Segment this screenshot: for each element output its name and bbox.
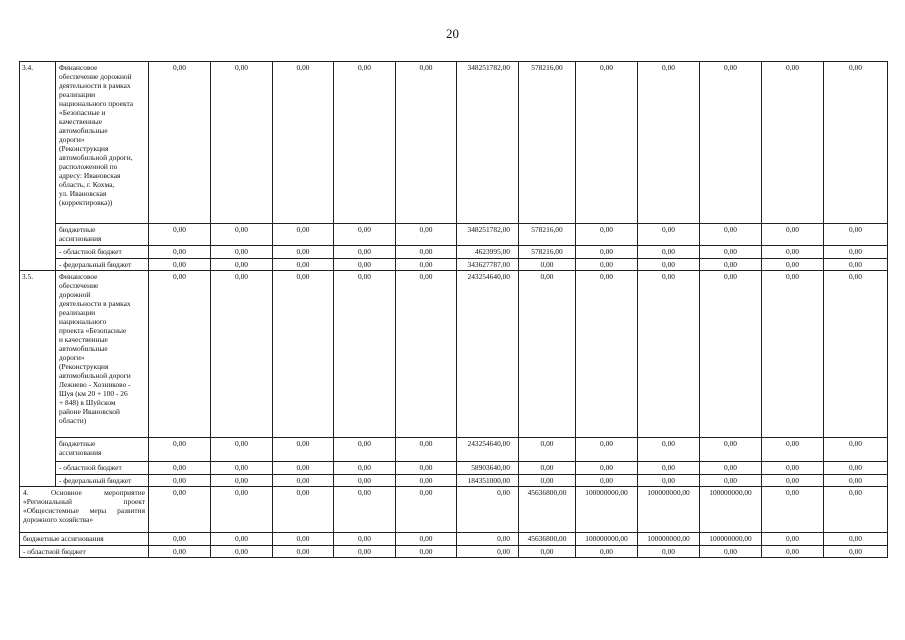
value-cell: 0,00 (700, 462, 762, 475)
value-cell: 0,00 (638, 462, 700, 475)
value-cell: 0,00 (762, 546, 824, 558)
value-cell: 0,00 (334, 533, 396, 546)
value-cell: 0,00 (576, 271, 638, 438)
value-cell: 0,00 (334, 259, 396, 271)
row-name: - федеральный бюджет (56, 475, 149, 487)
value-cell: 0,00 (824, 224, 888, 246)
table-row (20, 487, 888, 533)
value-cell: 0,00 (638, 246, 700, 259)
row-code: 3.4. (20, 62, 56, 271)
row-name: 4. Основное мероприятие «Региональный проект «Общесистемные меры развития дорожного хозяйства» (20, 487, 149, 533)
value-cell: 0,00 (700, 224, 762, 246)
value-cell: 0,00 (211, 533, 273, 546)
value-cell: 0,00 (762, 462, 824, 475)
value-cell: 0,00 (334, 224, 396, 246)
page-number: 20 (446, 26, 459, 41)
value-cell: 0,00 (211, 487, 273, 533)
row-name: Финансовое обеспечение дорожной деятельности в рамках реализации национального проекта «Безопасные и качественные автомобильные дороги» (Реконструкция автомобильной дороги Лежнево - Хозниково - Шуя (км 20 + 100 - 26 + 848) в Шуйском районе Ивановской области) (56, 271, 149, 438)
row-name: - областной бюджет (56, 462, 149, 475)
value-cell: 0,00 (762, 271, 824, 438)
table-row (20, 224, 888, 246)
row-name: бюджетные ассигнования (20, 533, 149, 546)
value-cell: 0,00 (457, 546, 519, 558)
value-cell: 0,00 (334, 487, 396, 533)
value-cell: 0,00 (638, 62, 700, 224)
value-cell: 0,00 (149, 475, 211, 487)
value-cell: 0,00 (824, 246, 888, 259)
value-cell: 0,00 (700, 62, 762, 224)
value-cell: 0,00 (762, 438, 824, 462)
value-cell: 0,00 (273, 62, 334, 224)
value-cell: 0,00 (824, 475, 888, 487)
value-cell: 0,00 (396, 546, 457, 558)
value-cell: 0,00 (762, 259, 824, 271)
table-row (20, 438, 888, 462)
value-cell: 0,00 (149, 224, 211, 246)
value-cell: 0,00 (638, 224, 700, 246)
value-cell: 0,00 (762, 475, 824, 487)
value-cell: 0,00 (334, 462, 396, 475)
value-cell: 0,00 (149, 271, 211, 438)
value-cell: 0,00 (700, 438, 762, 462)
value-cell: 0,00 (576, 462, 638, 475)
value-cell: 100000000,00 (576, 487, 638, 533)
value-cell: 45636800,00 (519, 487, 576, 533)
value-cell: 0,00 (638, 438, 700, 462)
value-cell: 348251782,00 (457, 224, 519, 246)
value-cell: 0,00 (149, 533, 211, 546)
value-cell: 0,00 (762, 62, 824, 224)
value-cell: 4623995,00 (457, 246, 519, 259)
value-cell: 0,00 (396, 487, 457, 533)
value-cell: 0,00 (519, 462, 576, 475)
value-cell: 0,00 (457, 487, 519, 533)
value-cell: 0,00 (824, 546, 888, 558)
table-row (20, 246, 888, 259)
value-cell: 0,00 (700, 271, 762, 438)
value-cell: 343627787,00 (457, 259, 519, 271)
value-cell: 0,00 (519, 259, 576, 271)
value-cell: 348251782,00 (457, 62, 519, 224)
value-cell: 578216,00 (519, 224, 576, 246)
value-cell: 243254640,00 (457, 438, 519, 462)
budget-table (19, 61, 888, 558)
value-cell: 0,00 (211, 438, 273, 462)
value-cell: 0,00 (576, 546, 638, 558)
value-cell: 100000000,00 (638, 533, 700, 546)
value-cell: 45636800,00 (519, 533, 576, 546)
value-cell: 0,00 (334, 438, 396, 462)
value-cell: 100000000,00 (700, 487, 762, 533)
value-cell: 0,00 (273, 224, 334, 246)
value-cell: 0,00 (273, 438, 334, 462)
value-cell: 0,00 (396, 259, 457, 271)
value-cell: 0,00 (700, 259, 762, 271)
value-cell: 0,00 (334, 546, 396, 558)
value-cell: 0,00 (762, 246, 824, 259)
value-cell: 578216,00 (519, 62, 576, 224)
value-cell: 578216,00 (519, 246, 576, 259)
value-cell: 0,00 (273, 271, 334, 438)
value-cell: 100000000,00 (638, 487, 700, 533)
value-cell: 0,00 (211, 246, 273, 259)
row-name: - областной бюджет (20, 546, 149, 558)
value-cell: 0,00 (273, 546, 334, 558)
value-cell: 0,00 (334, 62, 396, 224)
value-cell: 0,00 (273, 259, 334, 271)
table-row (20, 62, 888, 224)
value-cell: 0,00 (700, 475, 762, 487)
row-code: 3.5. (20, 271, 56, 487)
value-cell: 0,00 (824, 533, 888, 546)
value-cell: 58903640,00 (457, 462, 519, 475)
value-cell: 0,00 (211, 259, 273, 271)
table-row (20, 546, 888, 558)
value-cell: 0,00 (519, 438, 576, 462)
value-cell: 0,00 (457, 533, 519, 546)
value-cell: 0,00 (576, 438, 638, 462)
value-cell: 0,00 (824, 271, 888, 438)
value-cell: 0,00 (576, 475, 638, 487)
value-cell: 0,00 (824, 462, 888, 475)
value-cell: 0,00 (334, 271, 396, 438)
table-row (20, 259, 888, 271)
value-cell: 0,00 (149, 438, 211, 462)
value-cell: 0,00 (396, 462, 457, 475)
value-cell: 0,00 (762, 487, 824, 533)
value-cell: 0,00 (576, 246, 638, 259)
value-cell: 0,00 (396, 271, 457, 438)
value-cell: 0,00 (396, 475, 457, 487)
value-cell: 0,00 (824, 62, 888, 224)
row-name: бюджетные ассигнования (56, 438, 149, 462)
value-cell: 0,00 (519, 271, 576, 438)
value-cell: 0,00 (334, 246, 396, 259)
value-cell: 100000000,00 (700, 533, 762, 546)
value-cell: 0,00 (273, 475, 334, 487)
value-cell: 0,00 (273, 462, 334, 475)
value-cell: 0,00 (211, 462, 273, 475)
value-cell: 0,00 (824, 259, 888, 271)
value-cell: 184351000,00 (457, 475, 519, 487)
value-cell: 0,00 (519, 546, 576, 558)
value-cell: 0,00 (700, 246, 762, 259)
value-cell: 0,00 (576, 224, 638, 246)
value-cell: 0,00 (211, 62, 273, 224)
row-name: бюджетные ассигнования (56, 224, 149, 246)
value-cell: 0,00 (762, 533, 824, 546)
value-cell: 100000000,00 (576, 533, 638, 546)
table-row (20, 475, 888, 487)
value-cell: 0,00 (273, 533, 334, 546)
value-cell: 0,00 (396, 438, 457, 462)
value-cell: 243254640,00 (457, 271, 519, 438)
row-name: Финансовое обеспечение дорожной деятельности в рамках реализации национального проекта «Безопасные и качественные автомобильные дороги» (Реконструкция автомобильной дороги, расположенной по адресу: Ивановская область, г. Кохма, ул. Ивановская (корректировка)) (56, 62, 149, 224)
value-cell: 0,00 (211, 224, 273, 246)
value-cell: 0,00 (334, 475, 396, 487)
table-row (20, 533, 888, 546)
value-cell: 0,00 (396, 62, 457, 224)
value-cell: 0,00 (824, 487, 888, 533)
value-cell: 0,00 (638, 259, 700, 271)
value-cell: 0,00 (638, 475, 700, 487)
value-cell: 0,00 (638, 546, 700, 558)
value-cell: 0,00 (149, 487, 211, 533)
value-cell: 0,00 (396, 246, 457, 259)
value-cell: 0,00 (149, 462, 211, 475)
value-cell: 0,00 (149, 246, 211, 259)
value-cell: 0,00 (824, 438, 888, 462)
value-cell: 0,00 (211, 546, 273, 558)
value-cell: 0,00 (211, 475, 273, 487)
value-cell: 0,00 (519, 475, 576, 487)
value-cell: 0,00 (396, 533, 457, 546)
value-cell: 0,00 (149, 259, 211, 271)
row-name: - федеральный бюджет (56, 259, 149, 271)
value-cell: 0,00 (576, 62, 638, 224)
value-cell: 0,00 (273, 246, 334, 259)
table-row (20, 271, 888, 438)
value-cell: 0,00 (576, 259, 638, 271)
table-row (20, 462, 888, 475)
value-cell: 0,00 (396, 224, 457, 246)
value-cell: 0,00 (273, 487, 334, 533)
value-cell: 0,00 (149, 62, 211, 224)
value-cell: 0,00 (638, 271, 700, 438)
value-cell: 0,00 (762, 224, 824, 246)
value-cell: 0,00 (211, 271, 273, 438)
value-cell: 0,00 (149, 546, 211, 558)
row-name: - областной бюджет (56, 246, 149, 259)
value-cell: 0,00 (700, 546, 762, 558)
